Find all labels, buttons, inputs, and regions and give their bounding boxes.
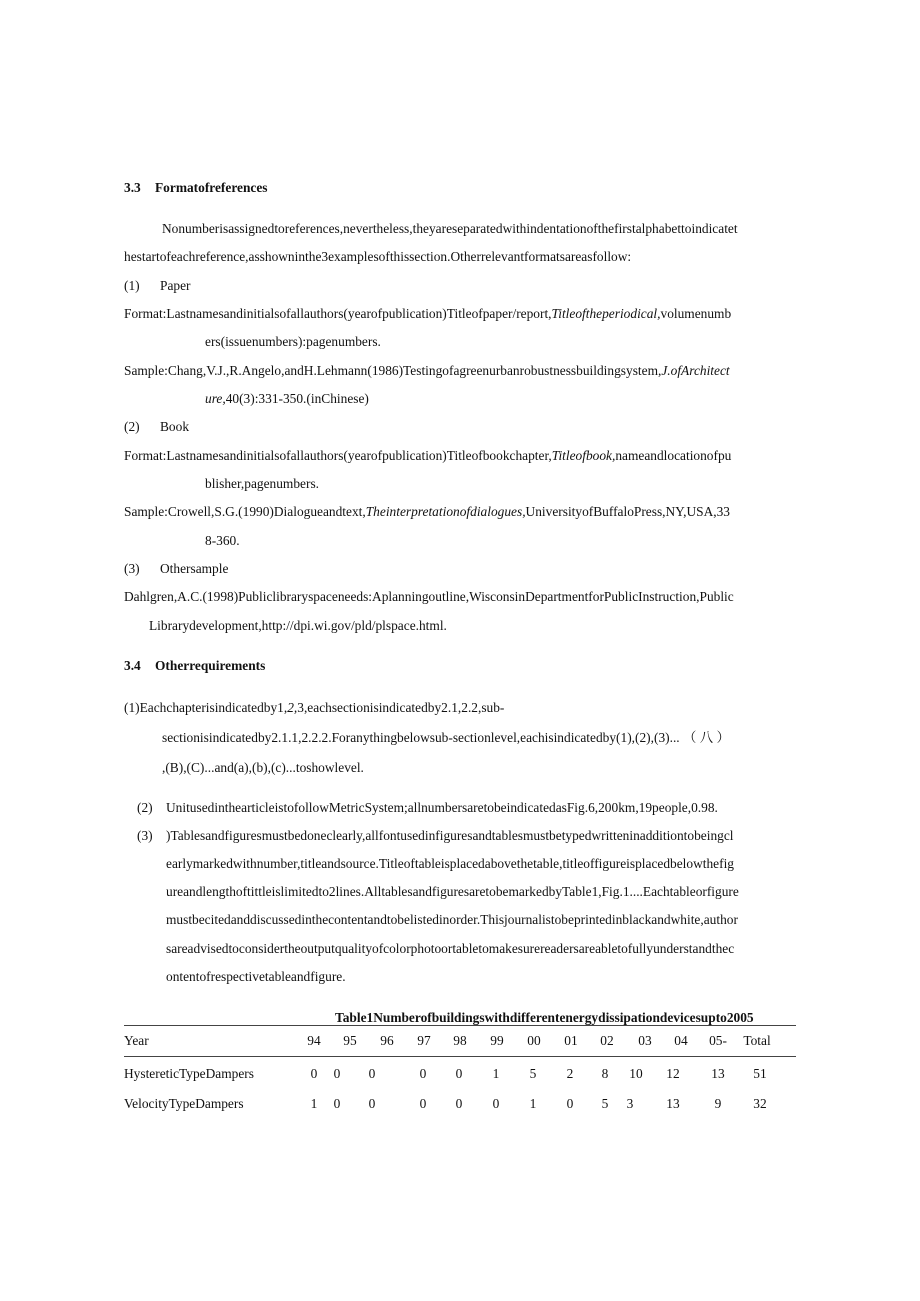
table-header-cell: 96	[380, 1033, 394, 1048]
section-number: 3.3	[124, 180, 141, 195]
requirement-2	[137, 799, 718, 817]
table-header-cell: 01	[564, 1033, 578, 1048]
other-sample-line-1: Dahlgren,A.C.(1998)Publiclibraryspaceneeds:Aplanningoutline,WisconsinDepartmentforPublicInstruction,Public	[124, 589, 734, 604]
requirement-2-text: UnitusedinthearticleistofollowMetricSystem;allnumbersaretobeindicatedasFig.6,200km,19people,0.98.	[166, 800, 718, 815]
requirement-1-line-1	[124, 699, 504, 717]
book-sample-continuation: 8-360.	[205, 533, 240, 548]
requirement-3-line: sareadvisedtoconsidertheoutputqualityofcolorphotoortabletomakesurereadersareabletofullyunderstandthec	[166, 941, 735, 956]
table-header-cell: 97	[417, 1033, 431, 1048]
table-cell: 12	[666, 1066, 680, 1081]
table-header-cell: 03	[638, 1033, 652, 1048]
table-header-cell: 99	[490, 1033, 504, 1048]
table-cell: 51	[753, 1066, 767, 1081]
table-cell: 2	[566, 1066, 574, 1081]
table-cell: 8	[601, 1066, 609, 1081]
paper-sample-italic-cont: ure,	[205, 391, 226, 406]
table-cell: 0	[368, 1096, 376, 1111]
paper-sample-italic: J.ofArchitect	[661, 363, 730, 378]
section-title: Otherrequirements	[155, 658, 266, 673]
book-sample-text-end: UniversityofBuffaloPress,NY,USA,33	[525, 504, 731, 519]
table-cell: 32	[753, 1096, 767, 1111]
table-cell: 0	[310, 1066, 318, 1081]
table-row-label: HystereticTypeDampers	[124, 1066, 254, 1081]
requirement-3-line: ontentofrespectivetableandfigure.	[166, 969, 346, 984]
paper-format-text: Format:Lastnamesandinitialsofallauthors(yearofpublication)Titleofpaper/report,	[124, 306, 552, 321]
table-header-cell: 94	[307, 1033, 321, 1048]
paper-format-text-end: volumenumb	[660, 306, 732, 321]
table-cell: 0	[419, 1066, 427, 1081]
intro-paragraph-line-1: Nonumberisassignedtoreferences,nevertheless,theyareseparatedwithindentationofthefirstalphabettoindicatet	[162, 221, 738, 236]
book-format	[124, 447, 731, 465]
table-header-cell: 98	[453, 1033, 467, 1048]
book-sample-text: Sample:Crowell,S.G.(1990)Dialogueandtext,	[124, 504, 366, 519]
paper-subheading	[124, 277, 191, 295]
paper-format-italic: Titleoftheperiodical,	[551, 306, 661, 321]
table-header-cell: 02	[600, 1033, 614, 1048]
requirement-1-text-end: 3,eachsectionisindicatedby2.1,2.2,sub-	[297, 700, 505, 715]
requirement-1-line-3: ,(B),(C)...and(a),(b),(c)...toshowlevel.	[162, 760, 364, 775]
table-cell: 0	[368, 1066, 376, 1081]
table-top-rule	[124, 1025, 796, 1026]
requirement-1-italic: 2,	[287, 700, 298, 715]
table-header-rule	[124, 1056, 796, 1057]
requirement-3-label: (3)	[137, 828, 153, 843]
other-sample-line-2: Librarydevelopment,http://dpi.wi.gov/pld/plspace.html.	[149, 618, 447, 633]
other-label: (3)	[124, 561, 140, 576]
book-format-continuation: blisher,pagenumbers.	[205, 476, 319, 491]
table-cell: 9	[714, 1096, 722, 1111]
requirement-2-label: (2)	[137, 800, 153, 815]
requirement-1-line-2: sectionisindicatedby2.1.1,2.2.2.Foranythingbelowsub-sectionlevel,eachisindicatedby(1),(2),(3)... （ 八 ）	[162, 730, 730, 745]
section-3-3-heading	[124, 179, 268, 197]
table-header-cell: 00	[527, 1033, 541, 1048]
table-cell: 5	[529, 1066, 537, 1081]
intro-paragraph-line-2: hestartofeachreference,asshowninthe3examplesofthissection.Otherrelevantformatsareasfollow:	[124, 249, 632, 264]
table-cell: 0	[492, 1096, 500, 1111]
table-cell: 5	[601, 1096, 609, 1111]
table-header-cell: Total	[743, 1033, 771, 1048]
paper-format-continuation: ers(issuenumbers):pagenumbers.	[205, 334, 381, 349]
section-3-4-heading	[124, 657, 265, 675]
table-header-cell: 04	[674, 1033, 688, 1048]
table-header-cell: 95	[343, 1033, 357, 1048]
requirement-1-text: (1)Eachchapterisindicatedby1,	[124, 700, 288, 715]
book-subheading	[124, 418, 189, 436]
requirement-3-line: mustbecitedanddiscussedinthecontentandtobelistedinorder.Thisjournalistobeprintedinblackandwhite,author	[166, 912, 738, 927]
paper-sample-text: Sample:Chang,V.J.,R.Angelo,andH.Lehmann(1986)Testingofagreenurbanrobustnessbuildingsystem,	[124, 363, 662, 378]
table-cell: 10	[629, 1066, 643, 1081]
book-format-text: Format:Lastnamesandinitialsofallauthors(yearofpublication)Titleofbookchapter,	[124, 448, 552, 463]
requirement-3-line: )Tablesandfiguresmustbedoneclearly,allfontusedinfiguresandtablesmustbetypedwritteninadditiontobeingcl	[166, 828, 734, 843]
table-row-label: VelocityTypeDampers	[124, 1096, 244, 1111]
table-cell: 1	[492, 1066, 500, 1081]
table-cell: 13	[711, 1066, 725, 1081]
other-title: Othersample	[160, 561, 229, 576]
table-cell: 1	[529, 1096, 537, 1111]
table-cell: 0	[455, 1096, 463, 1111]
paper-sample	[124, 362, 730, 380]
table-title: Table1Numberofbuildingswithdifferentenergydissipationdevicesupto2005	[335, 1010, 754, 1025]
table-cell: 0	[333, 1066, 341, 1081]
other-subheading	[124, 560, 228, 578]
paper-title: Paper	[160, 278, 191, 293]
requirement-3-line: earlymarkedwithnumber,titleandsource.Titleoftableisplacedabovethetable,titleoffigureisplacedbelowthefig	[166, 856, 734, 871]
book-format-italic: Titleofbook,	[551, 448, 616, 463]
requirement-3-line: ureandlengthoftittleislimitedto2lines.AlltablesandfiguresaretobemarkedbyTable1,Fig.1....Eachtableorfigure	[166, 884, 739, 899]
book-sample-italic: Theinterpretationofdialogues,	[365, 504, 526, 519]
table-cell: 0	[566, 1096, 574, 1111]
table-cell: 0	[419, 1096, 427, 1111]
table-cell: 0	[333, 1096, 341, 1111]
table-cell: 3	[626, 1096, 634, 1111]
table-header-cell: 05-	[709, 1033, 727, 1048]
book-label: (2)	[124, 419, 140, 434]
table-header-cell: Year	[124, 1033, 149, 1048]
paper-sample-text-end: 40(3):331-350.(inChinese)	[225, 391, 369, 406]
table-cell: 0	[455, 1066, 463, 1081]
book-title: Book	[160, 419, 190, 434]
paper-label: (1)	[124, 278, 140, 293]
section-title: Formatofreferences	[155, 180, 268, 195]
paper-format	[124, 305, 731, 323]
paper-sample-continuation	[205, 390, 369, 408]
table-cell: 1	[310, 1096, 318, 1111]
book-format-text-end: nameandlocationofpu	[615, 448, 732, 463]
book-sample	[124, 503, 730, 521]
section-number: 3.4	[124, 658, 141, 673]
table-cell: 13	[666, 1096, 680, 1111]
